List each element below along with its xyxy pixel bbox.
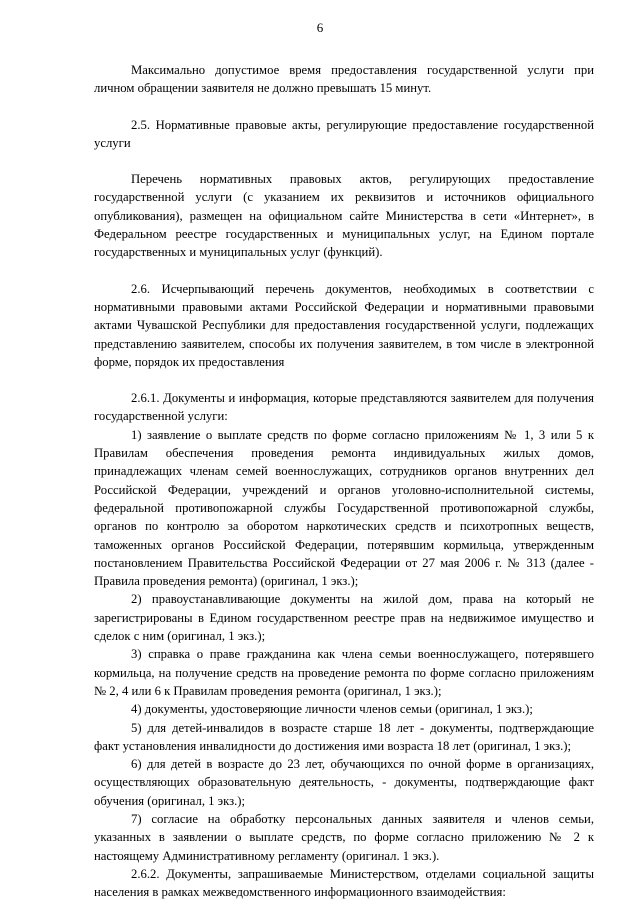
list-item-6: 6) для детей в возрасте до 23 лет, обучающихся по очной форме в организациях, осуществляющих образовательную деятельность, - документы, подтверждающие факт обучения (оригинал, 1 экз.); — [94, 757, 594, 808]
page-number: 6 — [316, 20, 324, 35]
document-body — [94, 61, 594, 901]
list-item-4: 4) документы, удостоверяющие личности членов семьи (оригинал, 1 экз.); — [131, 702, 533, 717]
list-item-3: 3) справка о праве гражданина как члена семьи военнослужащего, потерявшего кормильца, на получение средств на проведение ремонта по форме согласно приложениям № 2, 4 или 6 к Правилам проведения ремонта (оригинал, 1 экз.); — [94, 647, 594, 698]
paragraph-max-time: Максимально допустимое время предоставления государственной услуги при личном обращении заявителя не должно превышать 15 минут. — [94, 63, 594, 96]
section-heading-2-6: 2.6. Исчерпывающий перечень документов, необходимых в соответствии с нормативными правовыми актами Российской Федерации и нормативными правовыми актами Чувашской Республики для предоставления государственной услуги, подлежащих представлению заявителем, способы их получения заявителем, в том числе в электронной форме, порядок их предоставления — [94, 281, 594, 369]
list-item-1: 1) заявление о выплате средств по форме согласно приложениям № 1, 3 или 5 к Правилам обеспечения проведения ремонта индивидуальных жилых домов, принадлежащих членам семей военнослужащих, сотрудников органов внутренних дел Российской Федерации, учреждений и органов уголовно-исполнительной системы, федеральной противопожарной службы Государственной противопожарной службы, органов по контролю за оборотом наркотических средств и психотропных веществ, таможенных органов Российской Федерации, потерявшим кормильца, утвержденным постановлением Правительства Российской Федерации от 27 мая 2006 г. № 313 (далее - Правила проведения ремонта) (оригинал, 1 экз.); — [94, 427, 594, 589]
paragraph-legal-acts-list: Перечень нормативных правовых актов, регулирующих предоставление государственной услуги (с указанием их реквизитов и источников официального опубликования), размещен на официальном сайте Министерства в сети «Интернет», в Федеральном реестре государственных и муниципальных услуг, на Едином портале государственных и муниципальных услуг (функций). — [94, 172, 594, 260]
section-heading-2-5: 2.5. Нормативные правовые акты, регулирующие предоставление государственной услуги — [94, 117, 594, 150]
list-item-5: 5) для детей-инвалидов в возрасте старше 18 лет - документы, подтверждающие факт установления инвалидности до достижения ими возраста 18 лет (оригинал, 1 экз.); — [94, 720, 594, 753]
list-item-7: 7) согласие на обработку персональных данных заявителя и членов семьи, указанных в заявлении о выплате средств, по форме согласно приложению № 2 к настоящему Административному регламенту (оригинал. 1 экз.). — [94, 811, 594, 863]
paragraph-2-6-2: 2.6.2. Документы, запрашиваемые Министерством, отделами социальной защиты населения в рамках межведомственного информационного взаимодействия: — [94, 866, 594, 900]
list-item-2: 2) правоустанавливающие документы на жилой дом, права на который не зарегистрированы в Едином государственном реестре прав на недвижимое имущество и сделок с ним (оригинал, 1 экз.); — [94, 592, 594, 644]
paragraph-2-6-1: 2.6.1. Документы и информация, которые представляются заявителем для получения государственной услуги: — [94, 391, 594, 424]
